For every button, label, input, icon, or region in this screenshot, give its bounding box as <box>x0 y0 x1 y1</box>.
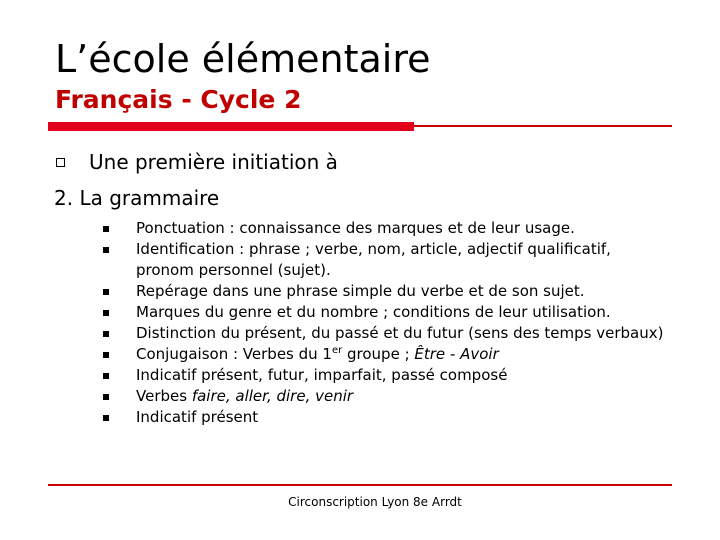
square-bullet-icon <box>103 394 109 400</box>
square-bullet-icon <box>103 310 109 316</box>
footer <box>0 494 720 510</box>
list-item <box>103 344 673 365</box>
square-bullet-icon <box>103 373 109 379</box>
list-item <box>103 323 673 344</box>
conjugaison-middle: groupe ; <box>342 345 415 363</box>
footer-text: Circonscription Lyon 8e Arrdt <box>288 495 462 509</box>
list-item <box>103 365 673 386</box>
top-bullet <box>56 150 338 174</box>
section-heading: 2. La grammaire <box>54 186 220 210</box>
conjugaison-verbs: Être - Avoir <box>414 345 499 363</box>
square-bullet-icon <box>103 415 109 421</box>
list-item-text: Indicatif présent <box>136 408 259 426</box>
list-item-text: Indicatif présent, futur, imparfait, passé composé <box>136 366 508 384</box>
grammar-list <box>103 218 673 428</box>
verbes-prefix: Verbes <box>136 387 192 405</box>
list-item-text: Marques du genre et du nombre ; conditions de leur utilisation. <box>136 303 611 321</box>
square-bullet-icon <box>103 352 109 358</box>
square-bullet-icon <box>103 289 109 295</box>
list-item-text: Ponctuation : connaissance des marques et de leur usage. <box>136 219 575 237</box>
list-item-text <box>136 344 673 365</box>
verbes-list: faire, aller, dire, venir <box>191 387 354 405</box>
list-item <box>103 386 673 407</box>
footer-rule <box>48 484 672 486</box>
list-item <box>103 218 673 239</box>
slide-title: L’école élémentaire <box>55 37 431 81</box>
slide-subtitle: Français - Cycle 2 <box>55 85 302 114</box>
square-bullet-icon <box>103 247 109 253</box>
hollow-square-bullet-icon <box>56 158 65 167</box>
list-item <box>103 407 673 428</box>
top-bullet-text: Une première initiation à <box>89 150 338 174</box>
list-item <box>103 239 673 281</box>
header-rule <box>414 125 672 127</box>
list-item-text: Identification : phrase ; verbe, nom, article, adjectif qualificatif, pronom personnel (sujet). <box>136 240 611 279</box>
conjugaison-prefix: Conjugaison : Verbes du 1 <box>136 345 332 363</box>
list-item <box>103 302 673 323</box>
square-bullet-icon <box>103 331 109 337</box>
accent-rule <box>48 122 414 131</box>
list-item-text <box>136 386 673 407</box>
list-item-text: Repérage dans une phrase simple du verbe et de son sujet. <box>136 282 585 300</box>
list-item <box>103 281 673 302</box>
list-item-text: Distinction du présent, du passé et du futur (sens des temps verbaux) <box>136 324 664 342</box>
ordinal-suffix: er <box>331 345 343 356</box>
square-bullet-icon <box>103 226 109 232</box>
